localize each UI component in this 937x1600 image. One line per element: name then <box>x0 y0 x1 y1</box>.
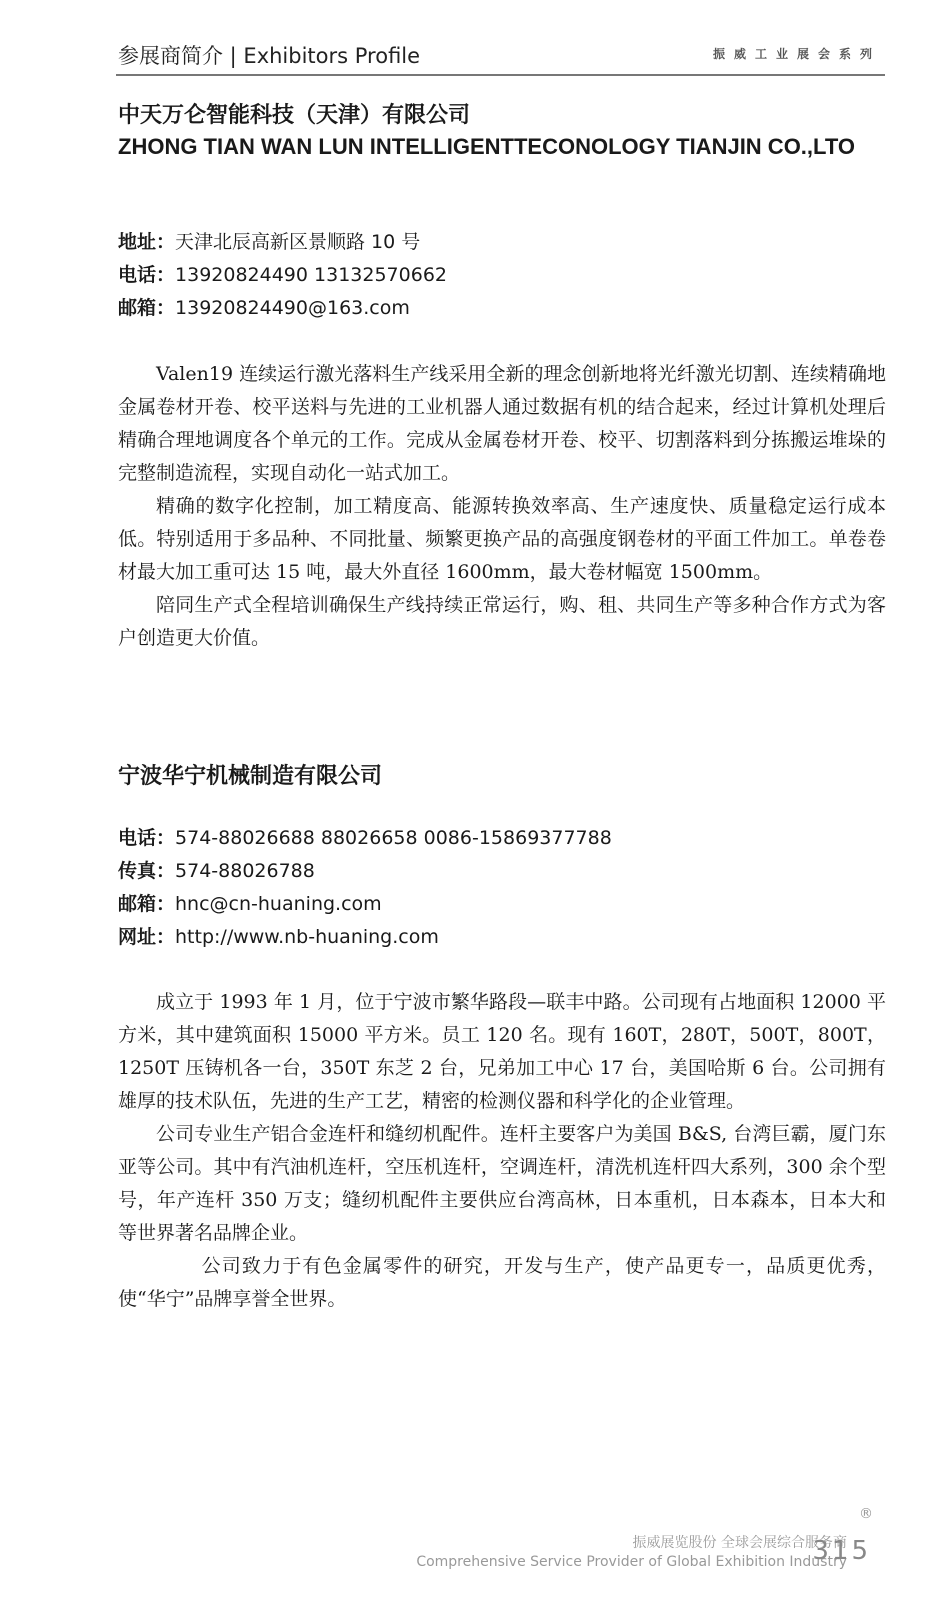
email-value: 13920824490@163.com <box>175 297 410 319</box>
company2-email <box>118 888 382 921</box>
web-value: http://www.nb-huaning.com <box>175 926 439 948</box>
company2-fax <box>118 855 315 888</box>
header-divider <box>116 74 885 76</box>
email-label: 邮箱： <box>118 297 176 319</box>
section-header: 参展商简介 | Exhibitors Profile <box>118 44 421 68</box>
address-value: 天津北辰高新区景顺路 10 号 <box>175 231 421 253</box>
email-label: 邮箱： <box>118 893 176 915</box>
company2-description <box>118 986 886 1316</box>
company1-name-cn: 中天万仑智能科技（天津）有限公司 <box>118 103 471 128</box>
phone-label: 电话： <box>118 827 176 849</box>
phone-value: 574-88026688 88026658 0086-15869377788 <box>175 827 612 849</box>
company1-phone <box>118 259 447 292</box>
address-label: 地址： <box>118 231 176 253</box>
company2-paragraph-3: 公司致力于有色金属零件的研究，开发与生产，使产品更专一，品质更优秀，使“华宁”品牌享誉全世界。 <box>118 1255 886 1310</box>
company1-email <box>118 292 410 325</box>
series-label: 振威工业展会系列 <box>712 47 881 61</box>
registered-mark: ® <box>859 1506 873 1522</box>
phone-label: 电话： <box>118 264 176 286</box>
fax-label: 传真： <box>118 860 176 882</box>
company2-paragraph-2: 公司专业生产铝合金连杆和缝纫机配件。连杆主要客户为美国 B&S, 台湾巨霸，厦门东亚等公司。其中有汽油机连杆，空压机连杆，空调连杆，清洗机连杆四大系列，300 余个型号，年产连杆 350 万支；缝纫机配件主要供应台湾高林，日本重机，日本森本，日本大和等世界著名品牌企业。 <box>118 1123 886 1244</box>
company2-name-cn: 宁波华宁机械制造有限公司 <box>118 764 383 789</box>
footer-company-cn: 振威展览股份 全球会展综合服务商 <box>632 1535 847 1551</box>
phone-value: 13920824490 13132570662 <box>175 264 447 286</box>
page-number: 315 <box>812 1536 871 1566</box>
company1-paragraph-2: 精确的数字化控制，加工精度高、能源转换效率高、生产速度快、质量稳定运行成本低。特别适用于多品种、不同批量、频繁更换产品的高强度钢卷材的平面工件加工。单卷卷材最大加工重可达 15 吨，最大外直径 1600mm，最大卷材幅宽 1500mm。 <box>118 495 886 583</box>
fax-value: 574-88026788 <box>175 860 315 882</box>
company1-paragraph-3: 陪同生产式全程培训确保生产线持续正常运行，购、租、共同生产等多种合作方式为客户创造更大价值。 <box>118 594 886 649</box>
web-label: 网址： <box>118 926 176 948</box>
company2-paragraph-1: 成立于 1993 年 1 月，位于宁波市繁华路段—联丰中路。公司现有占地面积 12000 平方米，其中建筑面积 15000 平方米。员工 120 名。现有 160T，280T，500T，800T，1250T 压铸机各一台，350T 东芝 2 台，兄弟加工中心 17 台，美国哈斯 6 台。公司拥有雄厚的技术队伍，先进的生产工艺，精密的检测仪器和科学化的企业管理。 <box>118 991 886 1112</box>
company1-address <box>118 226 420 259</box>
company1-description <box>118 358 886 655</box>
company1-paragraph-1: Valen19 连续运行激光落料生产线采用全新的理念创新地将光纤激光切割、连续精确地金属卷材开卷、校平送料与先进的工业机器人通过数据有机的结合起来，经过计算机处理后精确合理地调度各个单元的工作。完成从金属卷材开卷、校平、切割落料到分拣搬运堆垛的完整制造流程，实现自动化一站式加工。 <box>118 363 886 484</box>
company1-name-en: ZHONG TIAN WAN LUN INTELLIGENTTECONOLOGY TIANJIN CO.,LTO <box>118 134 855 159</box>
footer-company-en: Comprehensive Service Provider of Global Exhibition Industry <box>416 1554 847 1570</box>
company2-website <box>118 921 439 954</box>
company2-phone <box>118 822 612 855</box>
email-value: hnc@cn-huaning.com <box>175 893 382 915</box>
